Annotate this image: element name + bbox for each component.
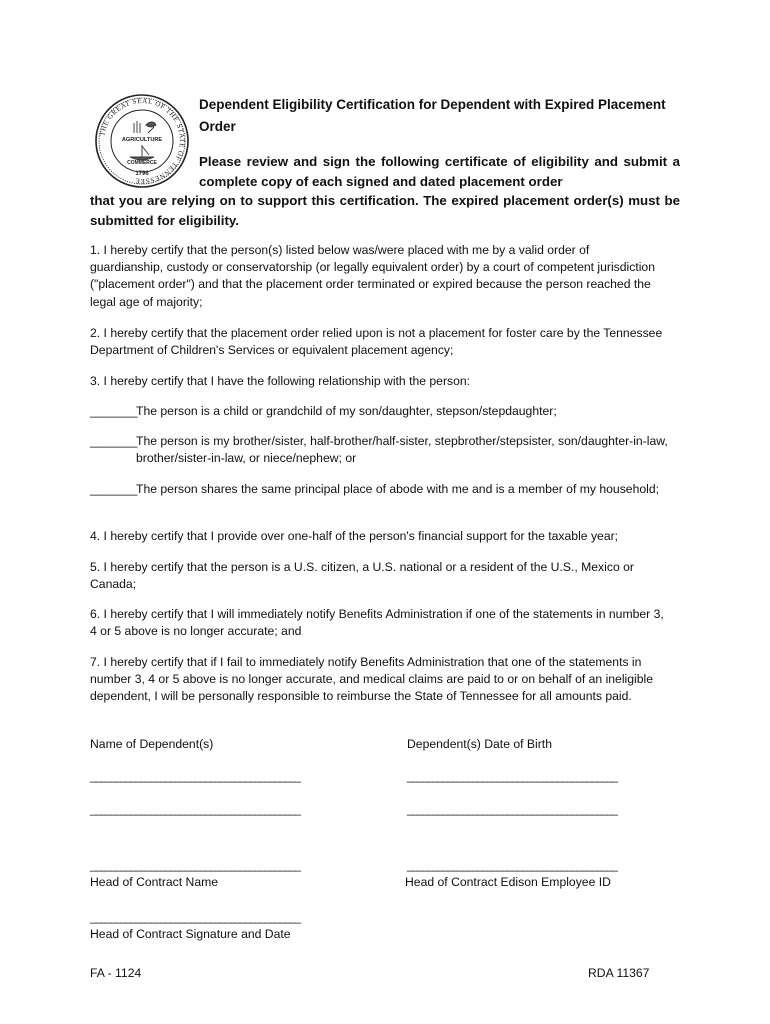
- certification-item-3: 3. I hereby certify that I have the following relationship with the person:: [90, 374, 471, 388]
- relationship-text-1: The person is a child or grandchild of my son/daughter, stepson/stepdaughter;: [136, 404, 557, 418]
- relationship-blank-1[interactable]: _______: [90, 404, 138, 418]
- signature-date-label: Head of Contract Signature and Date: [90, 927, 291, 941]
- intro-first-part: Please review and sign the following certificate of eligibility and submit a complete copy of each signed and dated placement order: [199, 154, 680, 189]
- name-of-dependents-label: Name of Dependent(s): [90, 737, 214, 751]
- seal-year: 1796: [135, 171, 149, 177]
- intro-paragraph: [90, 152, 680, 230]
- certification-item-5: 5. I hereby certify that the person is a U.S. citizen, a U.S. national or a resident of the U.S., Mexico or Canada;: [90, 560, 634, 592]
- dependent-name-line-2[interactable]: __________________________________________: [90, 802, 300, 816]
- relationship-option-3: [90, 481, 696, 498]
- intro-rest: that you are relying on to support this certification. The expired placement order(s) must be submitted for eligibility.: [90, 193, 680, 228]
- dependents-dob-label: Dependent(s) Date of Birth: [407, 737, 552, 751]
- certification-item-7: 7. I hereby certify that if I fail to immediately notify Benefits Administration that one of the statements in number 3, 4 or 5 above is no longer accurate, and medical claims are paid to or on behalf of an ineligible dependent, I will be personally responsible to reimburse the State of Tennessee for all amounts paid.: [90, 655, 653, 704]
- head-of-contract-name-label: Head of Contract Name: [90, 875, 219, 889]
- dependent-name-line-1[interactable]: __________________________________________: [90, 769, 300, 783]
- seal-agriculture: AGRICULTURE: [121, 137, 163, 143]
- head-of-contract-name-line[interactable]: __________________________________________: [90, 858, 300, 872]
- form-number: FA - 1124: [90, 966, 142, 980]
- relationship-option-1: [90, 403, 696, 420]
- rda-number: RDA 11367: [588, 966, 650, 980]
- relationship-option-2: [90, 433, 696, 467]
- dependent-dob-line-1[interactable]: __________________________________________: [407, 769, 617, 783]
- seal-commerce: COMMERCE: [127, 160, 157, 166]
- seal-outer-text: THE GREAT SEAL OF THE STATE OF TENNESSEE: [98, 96, 187, 186]
- edison-employee-id-line[interactable]: __________________________________________: [407, 858, 617, 872]
- relationship-blank-3[interactable]: _______: [90, 482, 138, 496]
- certification-item-4: 4. I hereby certify that I provide over one-half of the person's financial support for the taxable year;: [90, 529, 619, 543]
- edison-employee-id-label: Head of Contract Edison Employee ID: [405, 875, 611, 889]
- certification-item-2: 2. I hereby certify that the placement order relied upon is not a placement for foster care by the Tennessee Department of Children's Services or equivalent placement agency;: [90, 326, 663, 358]
- certification-item-6: 6. I hereby certify that I will immediately notify Benefits Administration if one of the statements in number 3, 4 or 5 above is no longer accurate; and: [90, 607, 664, 639]
- certification-item-1: 1. I hereby certify that the person(s) listed below was/were placed with me by a valid order of guardianship, custody or conservatorship (or legally equivalent order) by a court of competent jurisdiction ("placement order") and that the placement order terminated or expired because the person reached the legal age of majority;: [90, 243, 655, 309]
- signature-date-line[interactable]: __________________________________________: [90, 910, 300, 924]
- document-title: Dependent Eligibility Certification for Dependent with Expired Placement Order: [199, 97, 666, 134]
- relationship-blank-2[interactable]: _______: [90, 434, 138, 448]
- dependent-dob-line-2[interactable]: __________________________________________: [407, 802, 617, 816]
- relationship-text-3: The person shares the same principal place of abode with me and is a member of my household;: [136, 482, 659, 496]
- relationship-text-2: The person is my brother/sister, half-brother/half-sister, stepbrother/stepsister, son/daughter-in-law, brother/sister-in-law, or niece/nephew; or: [136, 434, 668, 466]
